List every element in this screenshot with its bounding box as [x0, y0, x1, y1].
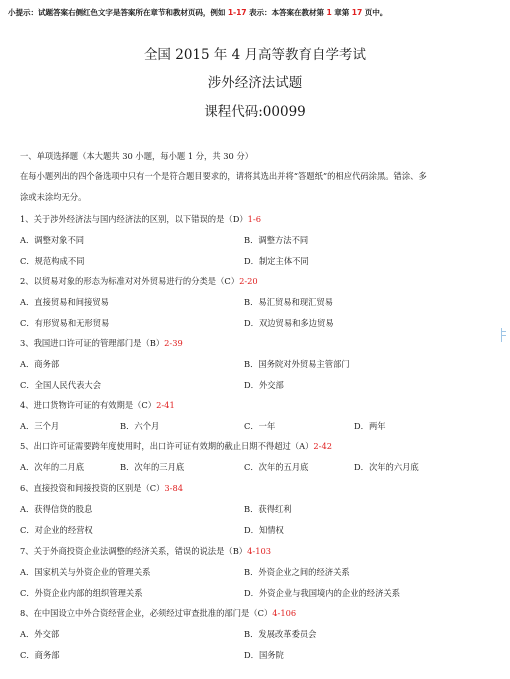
option-D: D．知情权 [244, 525, 284, 535]
subject-title: 涉外经济法试题 [207, 75, 303, 91]
option-D: D．双边贸易和多边贸易 [244, 318, 334, 328]
question-text: 1、关于涉外经济法与国内经济法的区别，以下错误的是（D） [20, 214, 248, 224]
option-B: B．次年的三月底 [120, 462, 185, 472]
question-text: 2、以贸易对象的形态为标准对对外贸易进行的分类是（C） [20, 276, 240, 286]
option-C: C．外资企业内部的组织管理关系 [20, 588, 143, 598]
tip-suffix: 表示：本答案在教材第 [249, 8, 324, 17]
tip-page: 17 [351, 8, 363, 17]
option-D: D．次年的六月底 [354, 462, 419, 472]
answer-reference: 4-106 [272, 608, 297, 618]
question-5 [20, 440, 332, 452]
option-D: D．两年 [354, 421, 386, 431]
question-2 [20, 275, 258, 287]
question-8 [20, 607, 296, 619]
answer-reference: 4-103 [247, 546, 272, 556]
option-D: D．制定主体不同 [244, 256, 309, 266]
answer-reference: 2-20 [239, 276, 258, 286]
question-1 [20, 213, 261, 225]
question-text: 7、关于外商投资企业法调整的经济关系，错误的说法是（B） [20, 546, 248, 556]
instruction-line-2: 涂或未涂均无分。 [20, 192, 87, 202]
answer-reference: 3-84 [164, 483, 184, 493]
option-A: A．直接贸易和间接贸易 [20, 297, 109, 307]
question-3 [20, 337, 183, 349]
option-C: C．商务部 [20, 650, 60, 660]
question-text: 8、在中国设立中外合资经营企业，必须经过审查批准的部门是（C） [20, 608, 273, 618]
tip-chapter: 1 [326, 8, 332, 17]
option-A: A．次年的二月底 [20, 462, 85, 472]
option-B: B．调整方法不同 [244, 235, 309, 245]
tip-example: 1-17 [227, 8, 247, 17]
side-edge-marker [501, 328, 508, 342]
question-text: 5、出口许可证需要跨年度使用时，出口许可证有效期的截止日期不得超过（A） [20, 441, 314, 451]
question-4 [20, 399, 175, 411]
option-A: A．外交部 [20, 629, 60, 639]
option-A: A．获得信贷的股息 [20, 504, 93, 514]
option-A: A．国家机关与外资企业的管理关系 [20, 567, 151, 577]
answer-reference: 1-6 [247, 214, 262, 224]
option-D: D．外资企业与我国境内的企业的经济关系 [244, 588, 400, 598]
option-A: A．三个月 [20, 421, 60, 431]
answer-reference: 2-39 [164, 338, 183, 348]
question-text: 4、进口货物许可证的有效期是（C） [20, 400, 157, 410]
option-C: C．规范构成不同 [20, 256, 85, 266]
option-D: D．外交部 [244, 380, 284, 390]
option-B: B．发展改革委员会 [244, 629, 317, 639]
option-A: A．商务部 [20, 359, 60, 369]
option-B: B．外资企业之间的经济关系 [244, 567, 350, 577]
option-C: C．一年 [244, 421, 276, 431]
question-text: 3、我国进口许可证的管理部门是（B） [20, 338, 165, 348]
instruction-line-1: 在每小题列出的四个备选项中只有一个是符合题目要求的，请将其选出并将“答题纸”的相应代码涂黑。错涂、多 [20, 171, 427, 181]
option-C: C．次年的五月底 [244, 462, 309, 472]
tip-banner [8, 7, 503, 18]
tip-prefix: 小提示：试题答案右侧红色文字是答案所在章节和教材页码，例如 [8, 8, 226, 17]
answer-reference: 2-41 [156, 400, 175, 410]
section-heading: 一、单项选择题（本大题共 30 小题，每小题 1 分，共 30 分） [20, 151, 254, 161]
option-C: C．对企业的经营权 [20, 525, 93, 535]
tip-mid: 章第 [334, 8, 350, 17]
option-B: B．国务院对外贸易主管部门 [244, 359, 350, 369]
question-text: 6、直接投资和间接投资的区别是（C） [20, 483, 165, 493]
option-C: C．全国人民代表大会 [20, 380, 102, 390]
question-7 [20, 545, 271, 557]
course-code: 课程代码:00099 [204, 104, 306, 120]
answer-reference: 2-42 [313, 441, 333, 451]
exam-title: 全国 2015 年 4 月高等教育自学考试 [143, 47, 367, 63]
option-D: D．国务院 [244, 650, 284, 660]
tip-end: 页中。 [364, 8, 388, 17]
option-B: B．易汇贸易和现汇贸易 [244, 297, 334, 307]
question-6 [20, 482, 183, 494]
option-B: B．六个月 [120, 421, 160, 431]
option-B: B．获得红利 [244, 504, 292, 514]
option-A: A．调整对象不同 [20, 235, 85, 245]
option-C: C．有形贸易和无形贸易 [20, 318, 110, 328]
